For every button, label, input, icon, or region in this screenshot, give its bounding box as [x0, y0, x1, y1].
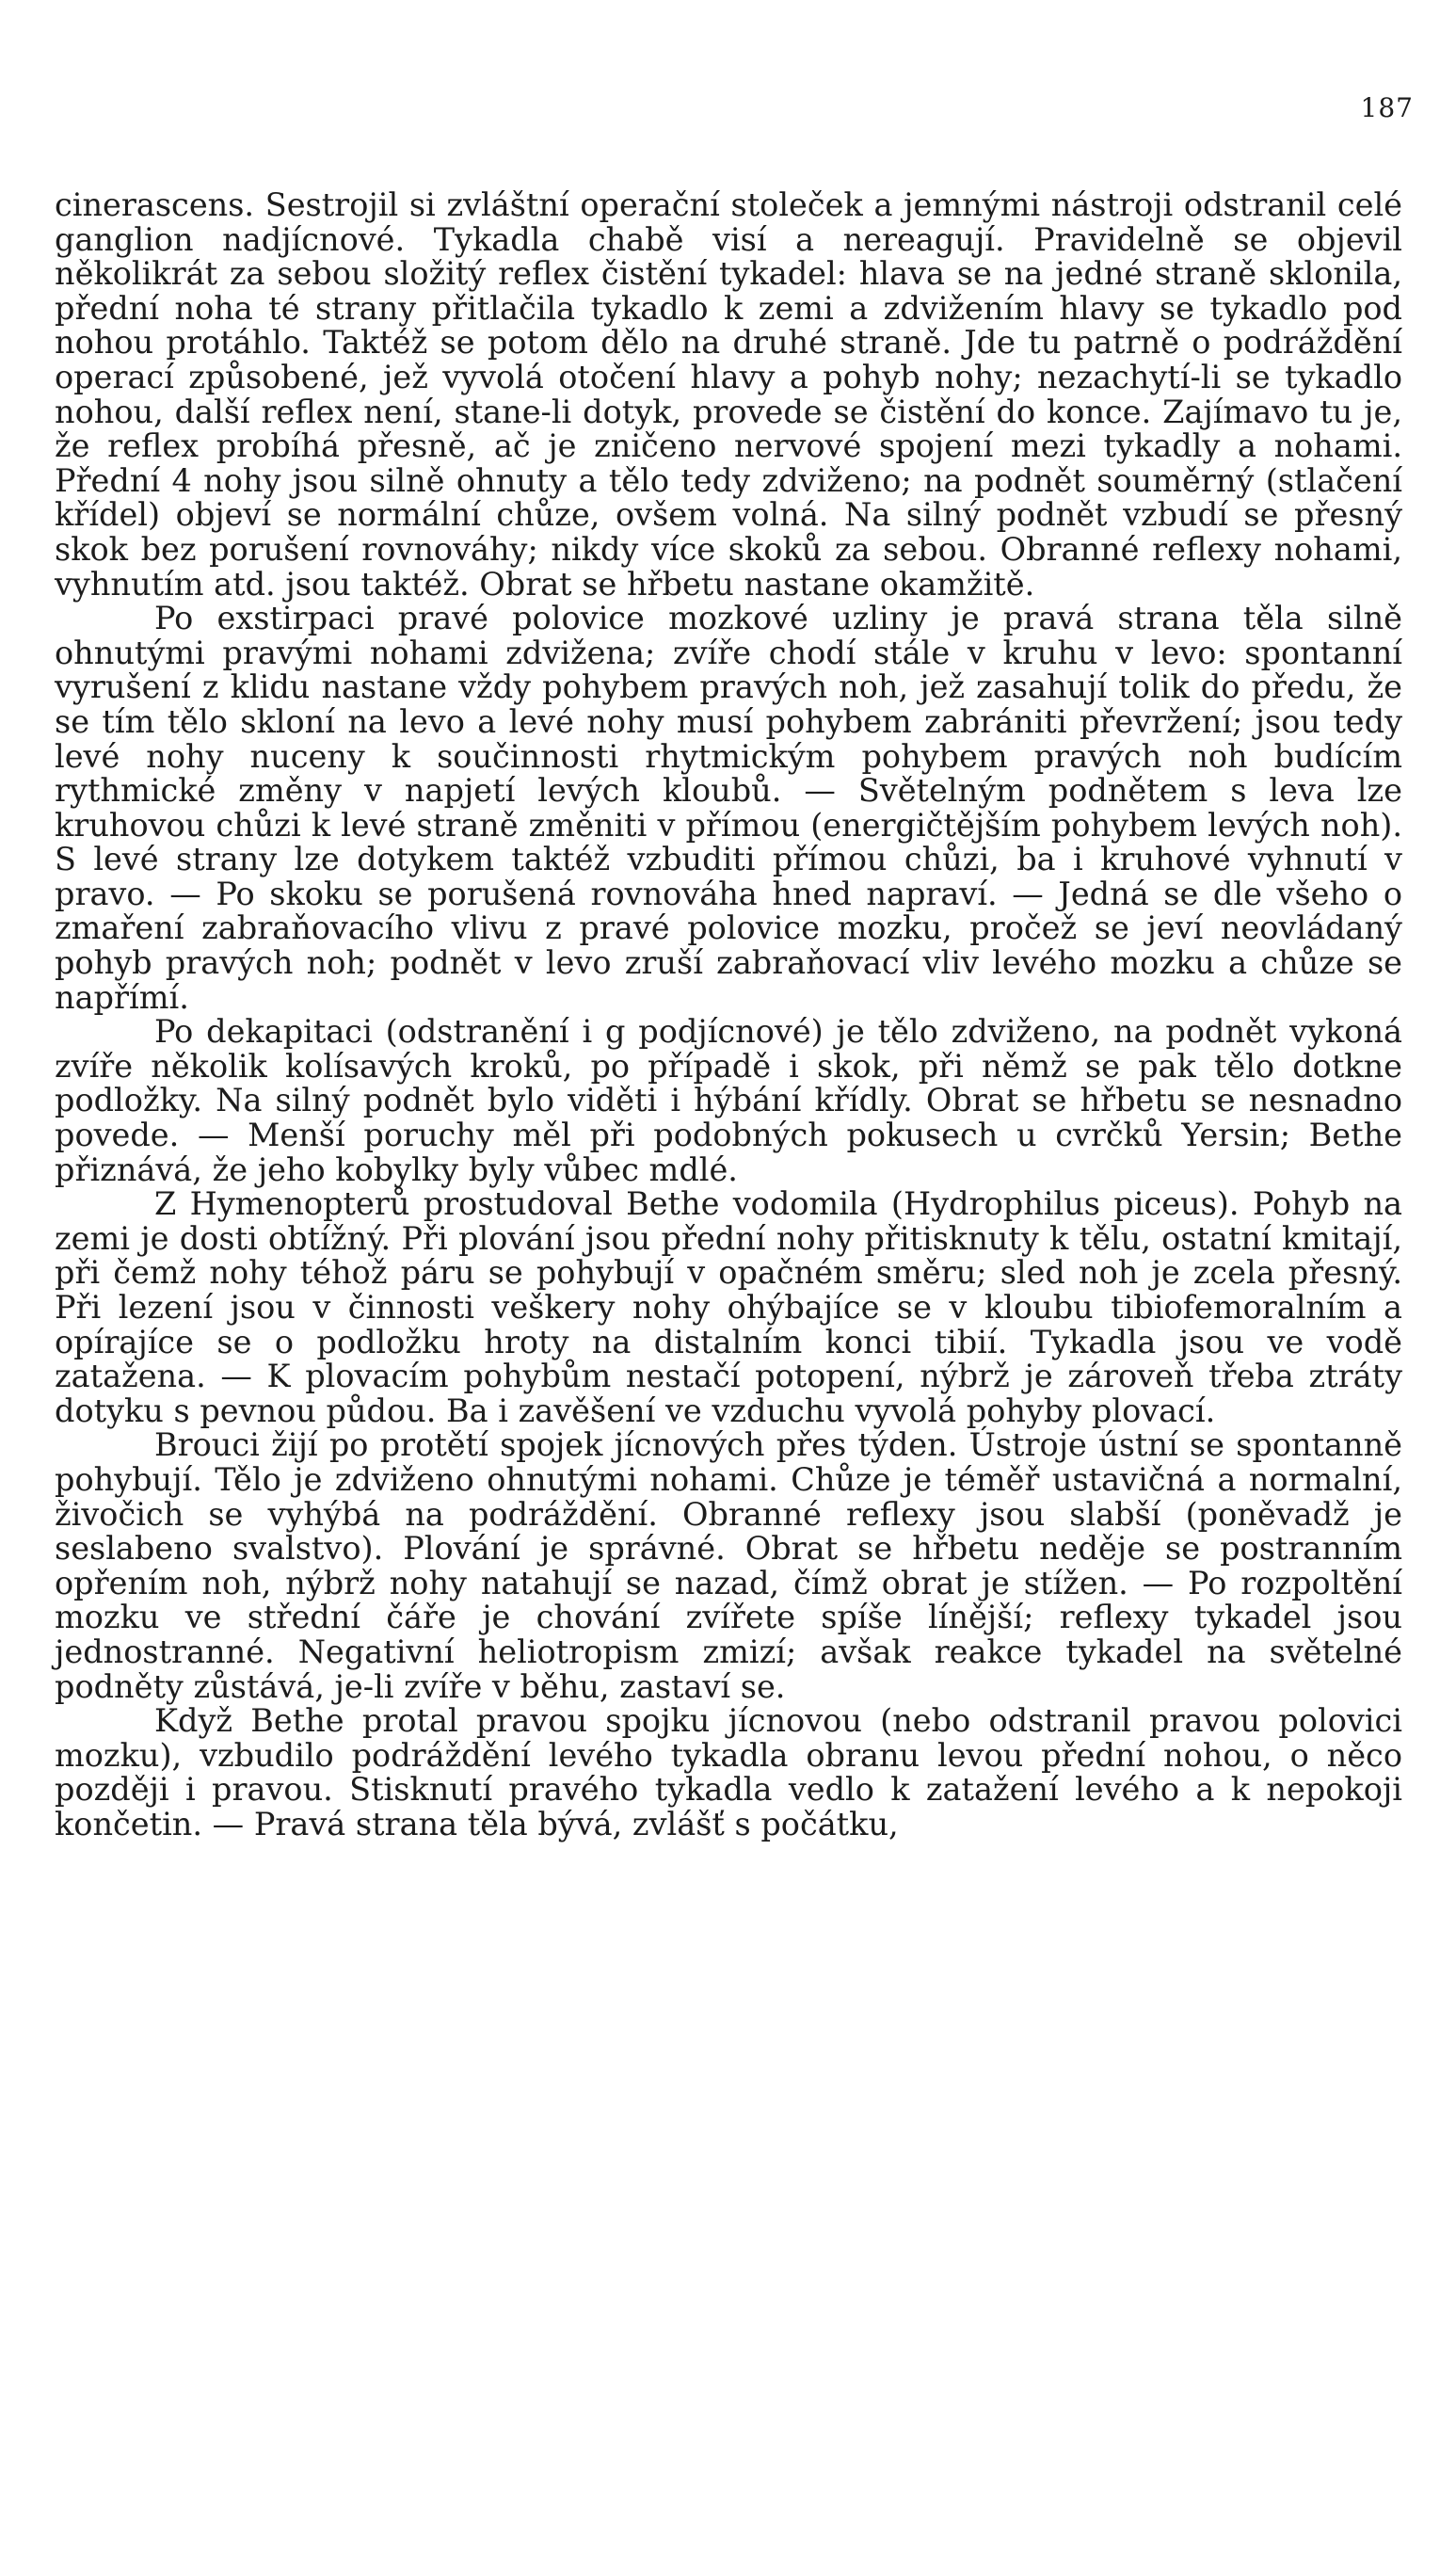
paragraph: cinerascens. Sestrojil si zvláštní operační stoleček a jemnými nástroji odstranil celé ganglion nadjícnové. Tykadla chabě visí a nereagují. Pravidelně se objevil několikrát za sebou složitý reflex čistění tykadel: hlava se na jedné straně sklonila, přední noha té strany přitlačila tykadlo k zemi a zdvižením hlavy se tykadlo pod nohou protáhlo. Taktéž se potom dělo na druhé straně. Jde tu patrně o podráždění operací způsobené, jež vyvolá otočení hlavy a pohyb nohy; nezachytí-li se tykadlo nohou, další reflex není, stane-li dotyk, provede se čistění do konce. Zajímavo tu je, že reflex probíhá přesně, ač je zničeno nervové spojení mezi tykadly a nohami. Přední 4 nohy jsou silně ohnuty a tělo tedy zdviženo; na podnět souměrný (stlačení křídel) objeví se normální chůze, ovšem volná. Na silný podnět vzbudí se přesný skok bez porušení rovnováhy; nikdy více skoků za sebou. Obranné reflexy nohami, vyhnutím atd. jsou taktéž. Obrat se hřbetu nastane okamžitě. — [55, 186, 1402, 603]
body-text — [55, 188, 1402, 1842]
paragraph: Z Hymenopterů prostudoval Bethe vodomila (Hydrophilus piceus). Pohyb na zemi je dosti obtížný. Při plování jsou přední nohy přitisknuty k tělu, ostatní kmitají, při čemž nohy téhož páru se pohybují v opačném směru; sled noh je zcela přesný. Při lezení jsou v činnosti veškery nohy ohýbajíce se v kloubu tibiofemoralním a opírajíce se o podložku hroty na distalním konci tibií. Tykadla jsou ve vodě zatažena. — K plovacím pohybům nestačí potopení, nýbrž je zároveň třeba ztráty dotyku s pevnou půdou. Ba i zavěšení ve vzduchu vyvolá pohyby plovací. — [55, 1185, 1402, 1429]
paragraph: Když Bethe protal pravou spojku jícnovou (nebo odstranil pravou polovici mozku), vzbudilo podráždění levého tykadla obranu levou přední nohou, o něco později i pravou. Stisknutí pravého tykadla vedlo k zatažení levého a k nepokoji končetin. — Pravá strana těla bývá, zvlášť s počátku, — [55, 1702, 1402, 1842]
page-number: 187 — [1360, 92, 1414, 123]
paragraph: Brouci žijí po protětí spojek jícnových přes týden. Ústroje ústní se spontanně pohybují. Tělo je zdviženo ohnutými nohami. Chůze je téměř ustavičná a normalní, živočich se vyhýbá na podráždění. Obranné reflexy jsou slabší (poněvadž je seslabeno svalstvo). Plování je správné. Obrat se hřbetu neděje se postranním opřením noh, nýbrž nohy natahují se nazad, čímž obrat je stížen. — Po rozpoltění mozku ve střední čáře je chování zvířete spíše línější; reflexy tykadel jsou jednostranné. Negativní heliotropism zmizí; avšak reakce tykadel na světelné podněty zůstává, je-li zvíře v běhu, zastaví se. — [55, 1426, 1402, 1705]
paragraph: Po dekapitaci (odstranění i g podjícnové) je tělo zdviženo, na podnět vykoná zvíře několik kolísavých kroků, po případě i skok, při němž se pak tělo dotkne podložky. Na silný podnět bylo viděti i hýbání křídly. Obrat se hřbetu se nesnadno povede. — Menší poruchy měl při podobných pokusech u cvrčků Yersin; Bethe přiznává, že jeho kobylky byly vůbec mdlé. — [55, 1013, 1402, 1188]
paragraph: Po exstirpaci pravé polovice mozkové uzliny je pravá strana těla silně ohnutými pravými nohami zdvižena; zvíře chodí stále v kruhu v levo: spontanní vyrušení z klidu nastane vždy pohybem pravých noh, jež zasahují tolik do předu, že se tím tělo skloní na levo a levé nohy musí pohybem zabrániti převržení; jsou tedy levé nohy nuceny k součinnosti rhytmickým pohybem pravých noh budícím rythmické změny v napjetí levých kloubů. — Světelným podnětem s leva lze kruhovou chůzi k levé straně změniti v přímou (energičtějším pohybem levých noh). S levé strany lze dotykem taktéž vzbuditi přímou chůzi, ba i kruhové vyhnutí v pravo. — Po skoku se porušená rovnováha hned napraví. — Jedná se dle všeho o zmaření zabraňovacího vlivu z pravé polovice mozku, pročež se jeví neovládaný pohyb pravých noh; podnět v levo zruší zabraňovací vliv levého mozku a chůze se napřímí. — [55, 600, 1402, 1016]
